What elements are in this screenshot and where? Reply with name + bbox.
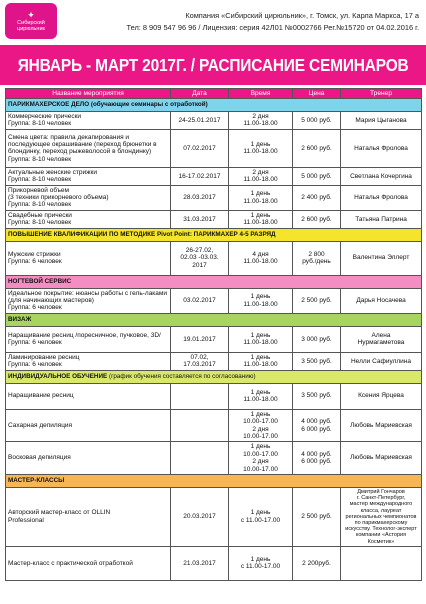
seminar-name-cell — [6, 241, 171, 275]
seminar-time: 1 день 11.00-18.00 — [229, 185, 293, 210]
section-title: ВИЗАЖ — [8, 316, 32, 324]
seminar-date — [171, 409, 229, 442]
seminar-group: Группа: 6 человек — [8, 361, 62, 369]
table-row — [6, 241, 422, 275]
seminar-name: Мужские стрижки — [8, 250, 61, 258]
seminar-group: (3 техники прикорневого объема) Группа: 8-10 человек — [8, 194, 109, 209]
seminar-price: 2 600 руб. — [293, 210, 341, 228]
seminar-name: Мастер-класс с практической отработкой — [8, 559, 133, 567]
col-header-trainer: Тренер — [341, 89, 422, 99]
seminar-name-cell — [6, 112, 171, 130]
col-header-name: Название мероприятия — [6, 89, 171, 99]
seminar-name-cell — [6, 352, 171, 370]
seminar-time: 1 день 11.00-18.00 — [229, 326, 293, 352]
seminar-price: 2 600 руб. — [293, 129, 341, 167]
seminar-name-cell — [6, 409, 171, 442]
col-header-date: Дата — [171, 89, 229, 99]
seminar-name-cell — [6, 129, 171, 167]
seminar-price: 4 000 руб. 6 000 руб. — [293, 442, 341, 475]
company-logo — [5, 3, 57, 39]
seminar-trainer: Валентина Эллерт — [341, 241, 422, 275]
seminar-trainer: Любовь Мариевская — [341, 442, 422, 475]
seminar-trainer: Алена Нурмагаметова — [341, 326, 422, 352]
section-header-row — [6, 313, 422, 326]
seminar-name: Прикорневой объем — [8, 186, 69, 194]
section-header-row — [6, 228, 422, 241]
section-title-cell — [6, 313, 422, 326]
seminar-name-cell — [6, 210, 171, 228]
section-title: НОГТЕВОЙ СЕРВИС — [8, 277, 72, 285]
seminar-time: 1 день с 11.00-17.00 — [229, 487, 293, 546]
section-header-row — [6, 99, 422, 112]
seminar-price: 2 500 руб. — [293, 487, 341, 546]
section-title: МАСТЕР-КЛАССЫ — [8, 477, 65, 485]
logo-text: Сибирский цирюльник — [17, 19, 45, 32]
col-header-price: Цена — [293, 89, 341, 99]
section-note: (график обучения составляется по согласованию) — [108, 372, 256, 380]
seminar-time: 1 день 11.00-18.00 — [229, 288, 293, 313]
seminar-name-cell — [6, 383, 171, 409]
seminar-name: Актуальные женские стрижки — [8, 168, 97, 176]
seminar-name: Коммерческие прически — [8, 113, 82, 120]
seminar-time: 2 дня 11.00-18.00 — [229, 112, 293, 130]
col-header-time: Время — [229, 89, 293, 99]
seminar-name-cell — [6, 487, 171, 546]
seminar-group: Группа: 8-10 человек — [8, 219, 72, 227]
section-title-cell — [6, 370, 422, 383]
seminar-price: 4 000 руб. 6 000 руб. — [293, 409, 341, 442]
seminar-price: 2 500 руб. — [293, 288, 341, 313]
seminar-time: 1 день 11.00-18.00 — [229, 129, 293, 167]
seminar-date: 20.03.2017 — [171, 487, 229, 546]
section-title: ПОВЫШЕНИЕ КВАЛИФИКАЦИИ ПО МЕТОДИКЕ Pivot Point: ПАРИКМАХЕР 4-5 РАЗРЯД — [8, 230, 276, 238]
seminar-name: Восковая депиляция — [8, 454, 71, 462]
table-row — [6, 546, 422, 580]
seminar-time: 1 день 11.00-18.00 — [229, 383, 293, 409]
seminar-group: Группа: 6 человек — [8, 304, 62, 312]
table-row — [6, 167, 422, 185]
seminar-name: Ламинирование ресниц — [8, 353, 80, 361]
seminar-group: Professional — [8, 516, 44, 524]
seminar-trainer: Светлана Кочергина — [341, 167, 422, 185]
table-row — [6, 352, 422, 370]
seminar-date: 31.03.2017 — [171, 210, 229, 228]
section-header-row — [6, 275, 422, 288]
seminar-date: 03.02.2017 — [171, 288, 229, 313]
seminar-date: 26-27.02, 02.03 -03.03. 2017 — [171, 241, 229, 275]
seminar-group: Группа: 8-10 человек — [8, 176, 72, 184]
seminar-group: Группа: 8-10 человек — [8, 120, 72, 128]
table-row — [6, 129, 422, 167]
table-row — [6, 185, 422, 210]
seminar-trainer: Дмитрий Гончаров г. Санкт-Петербург, мастер международного класса, лауреат региональных чемпионатов по парикмахерскому искусству. Технолог-эксперт компании «Астория Косметик» — [341, 487, 422, 546]
seminar-date: 07.02.2017 — [171, 129, 229, 167]
title-banner — [0, 45, 426, 85]
seminar-price: 2 800 руб./день — [293, 241, 341, 275]
section-title-cell — [6, 99, 422, 112]
section-header-row — [6, 370, 422, 383]
schedule-table — [5, 88, 422, 581]
seminar-price: 2 200руб. — [293, 546, 341, 580]
table-row — [6, 288, 422, 313]
seminar-name: Свадебные прически — [8, 211, 72, 219]
table-row — [6, 409, 422, 442]
seminar-trainer: Мария Цыганова — [341, 112, 422, 130]
seminar-group: Группа: 6 человек — [8, 339, 62, 347]
seminar-group: Группа: 8-10 человек — [8, 155, 72, 163]
seminar-date: 07.02, 17.03.2017 — [171, 352, 229, 370]
seminar-date — [171, 442, 229, 475]
seminar-price: 3 000 руб. — [293, 326, 341, 352]
company-contacts: Тел: 8 909 547 96 96 / Лицензия: серия 42Л01 №0002766 Рег.№15720 от 04.02.2016 г. — [126, 23, 419, 32]
section-title-cell — [6, 275, 422, 288]
seminar-time: 4 дня 11.00-18.00 — [229, 241, 293, 275]
seminar-price: 2 400 руб. — [293, 185, 341, 210]
seminar-date: 21.03.2017 — [171, 546, 229, 580]
seminar-name: Идеальное покрытие: нюансы работы с гель-лаками (для начинающих мастеров) — [8, 289, 168, 305]
seminar-name: Авторский мастер-класс от OLLIN — [8, 509, 111, 517]
logo-emblem-icon: ✦ — [27, 9, 35, 20]
seminar-name-cell — [6, 442, 171, 475]
seminar-name-cell — [6, 185, 171, 210]
seminar-price: 5 000 руб. — [293, 112, 341, 130]
section-header-row — [6, 474, 422, 487]
table-header-row — [6, 89, 422, 99]
seminar-name: Наращивание ресниц /поресничное, пучковое, 3D/ — [8, 331, 161, 339]
seminar-price: 3 500 руб. — [293, 383, 341, 409]
seminar-name: Смена цвета: правила декапирования и последующее окрашивание (переход брюнетки в блондинку, переход рыжеволосой в блондинку) — [8, 133, 157, 156]
seminar-name-cell — [6, 167, 171, 185]
seminar-time: 1 день 11.00-18.00 — [229, 352, 293, 370]
page-title: ЯНВАРЬ - МАРТ 2017Г. / РАСПИСАНИЕ СЕМИНАРОВ — [17, 54, 409, 75]
company-address: Компания «Сибирский цирюльник», г. Томск, ул. Карла Маркса, 17 а — [185, 11, 419, 20]
seminar-group: Группа: 6 человек — [8, 258, 62, 266]
seminar-trainer: Татьяна Патрина — [341, 210, 422, 228]
seminar-name-cell — [6, 546, 171, 580]
seminar-date: 24-25.01.2017 — [171, 112, 229, 130]
section-title: ПАРИКМАХЕРСКОЕ ДЕЛО (обучающие семинары с отработкой) — [8, 101, 208, 109]
seminar-trainer: Ксения Ярцева — [341, 383, 422, 409]
seminar-date — [171, 383, 229, 409]
seminar-time: 1 день с 11.00-17.00 — [229, 546, 293, 580]
table-row — [6, 383, 422, 409]
seminar-date: 16-17.02.2017 — [171, 167, 229, 185]
table-row — [6, 112, 422, 130]
seminar-time: 1 день 10.00-17.00 2 дня 10.00-17.00 — [229, 442, 293, 475]
seminar-trainer: Наталья Фролова — [341, 185, 422, 210]
seminar-time: 2 дня 11.00-18.00 — [229, 167, 293, 185]
seminar-time: 1 день 10.00-17.00 2 дня 10.00-17.00 — [229, 409, 293, 442]
seminar-name-cell — [6, 326, 171, 352]
seminar-name: Сахарная депиляция — [8, 421, 73, 429]
seminar-trainer — [341, 546, 422, 580]
seminar-trainer: Любовь Мариевская — [341, 409, 422, 442]
seminar-date: 19.01.2017 — [171, 326, 229, 352]
seminar-price: 5 000 руб. — [293, 167, 341, 185]
section-title-cell — [6, 474, 422, 487]
table-row — [6, 210, 422, 228]
table-row — [6, 326, 422, 352]
seminar-time: 1 день 11.00-18.00 — [229, 210, 293, 228]
section-title: ИНДИВИДУАЛЬНОЕ ОБУЧЕНИЕ — [8, 372, 108, 380]
seminar-trainer: Дарья Носачева — [341, 288, 422, 313]
seminar-price: 3 500 руб. — [293, 352, 341, 370]
table-row — [6, 442, 422, 475]
section-title-cell — [6, 228, 422, 241]
seminar-name: Наращивание ресниц — [8, 392, 74, 400]
seminar-name-cell — [6, 288, 171, 313]
seminar-date: 28.03.2017 — [171, 185, 229, 210]
seminar-trainer: Наталья Фролова — [341, 129, 422, 167]
seminar-trainer: Нелли Сафиуллина — [341, 352, 422, 370]
table-row — [6, 487, 422, 546]
